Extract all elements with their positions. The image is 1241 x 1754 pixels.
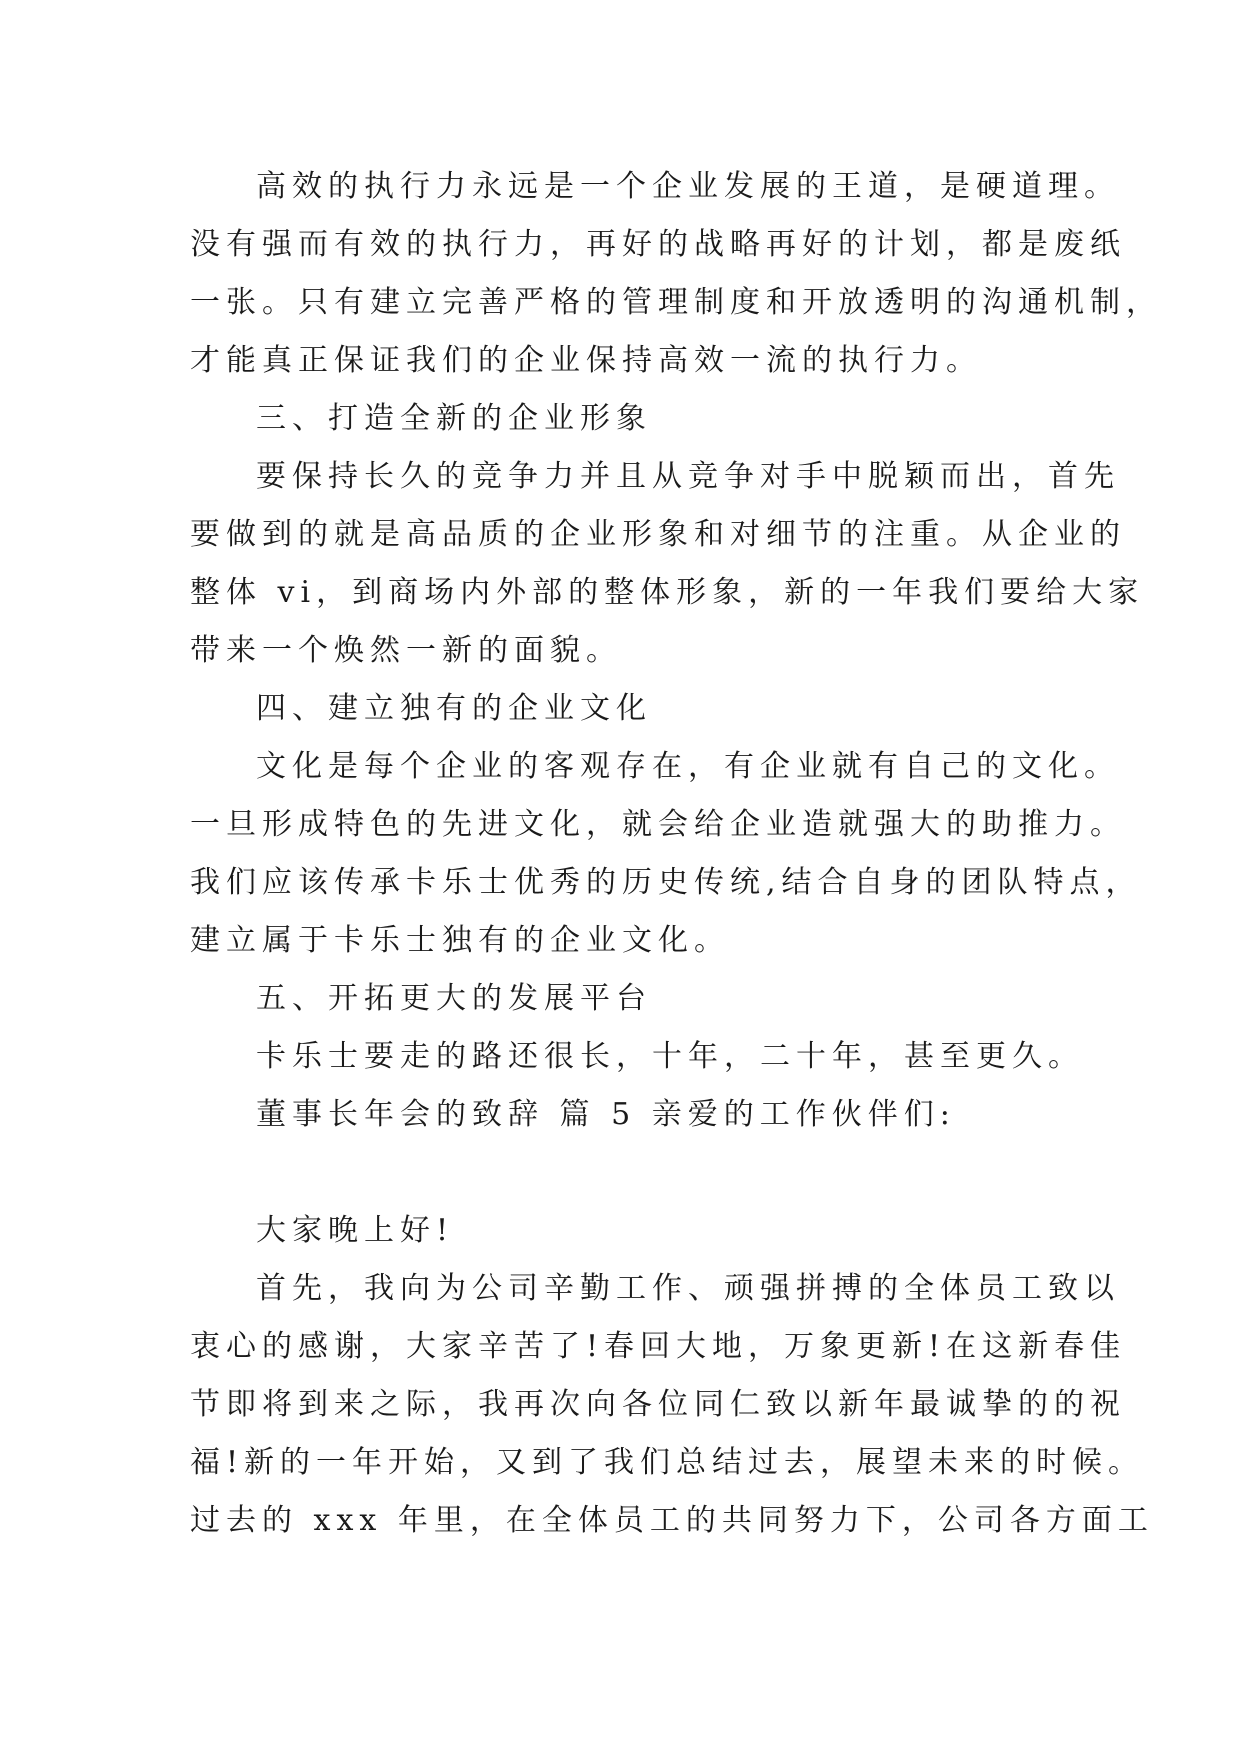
greeting-line: 大家晚上好! bbox=[256, 1213, 455, 1248]
paragraph-line: 文化是每个企业的客观存在，有企业就有自己的文化。 bbox=[256, 749, 1120, 784]
paragraph-line: 一张。只有建立完善严格的管理制度和开放透明的沟通机制， bbox=[190, 285, 1162, 320]
paragraph-line: 过去的 xxx 年里，在全体员工的共同努力下，公司各方面工 bbox=[190, 1503, 1154, 1538]
paragraph-line: 建立属于卡乐士独有的企业文化。 bbox=[190, 923, 730, 958]
paragraph-line: 卡乐士要走的路还很长，十年，二十年，甚至更久。 bbox=[256, 1039, 1084, 1074]
paragraph-line: 要保持长久的竞争力并且从竞争对手中脱颖而出，首先 bbox=[256, 459, 1120, 494]
speech-title: 董事长年会的致辞 篇 5 亲爱的工作伙伴们: bbox=[256, 1097, 956, 1132]
paragraph-line: 没有强而有效的执行力，再好的战略再好的计划，都是废纸 bbox=[190, 227, 1126, 262]
paragraph-line: 要做到的就是高品质的企业形象和对细节的注重。从企业的 bbox=[190, 517, 1126, 552]
section-heading: 五、开拓更大的发展平台 bbox=[256, 981, 652, 1016]
document-page bbox=[190, 158, 1162, 1550]
paragraph-line: 衷心的感谢，大家辛苦了!春回大地，万象更新!在这新春佳 bbox=[190, 1329, 1127, 1364]
paragraph-line: 才能真正保证我们的企业保持高效一流的执行力。 bbox=[190, 343, 982, 378]
paragraph-line: 我们应该传承卡乐士优秀的历史传统,结合自身的团队特点， bbox=[190, 865, 1142, 900]
section-heading: 三、打造全新的企业形象 bbox=[256, 401, 652, 436]
paragraph-line: 带来一个焕然一新的面貌。 bbox=[190, 633, 622, 668]
paragraph-line: 福!新的一年开始，又到了我们总结过去，展望未来的时候。 bbox=[190, 1445, 1145, 1480]
paragraph-line: 首先，我向为公司辛勤工作、顽强拼搏的全体员工致以 bbox=[256, 1271, 1120, 1306]
paragraph-line: 整体 vi，到商场内外部的整体形象，新的一年我们要给大家 bbox=[190, 575, 1145, 610]
paragraph-line: 一旦形成特色的先进文化，就会给企业造就强大的助推力。 bbox=[190, 807, 1126, 842]
paragraph-line: 高效的执行力永远是一个企业发展的王道，是硬道理。 bbox=[256, 169, 1120, 204]
blank-line bbox=[190, 1144, 1090, 1202]
paragraph-line: 节即将到来之际，我再次向各位同仁致以新年最诚挚的的祝 bbox=[190, 1387, 1126, 1422]
section-heading: 四、建立独有的企业文化 bbox=[256, 691, 652, 726]
